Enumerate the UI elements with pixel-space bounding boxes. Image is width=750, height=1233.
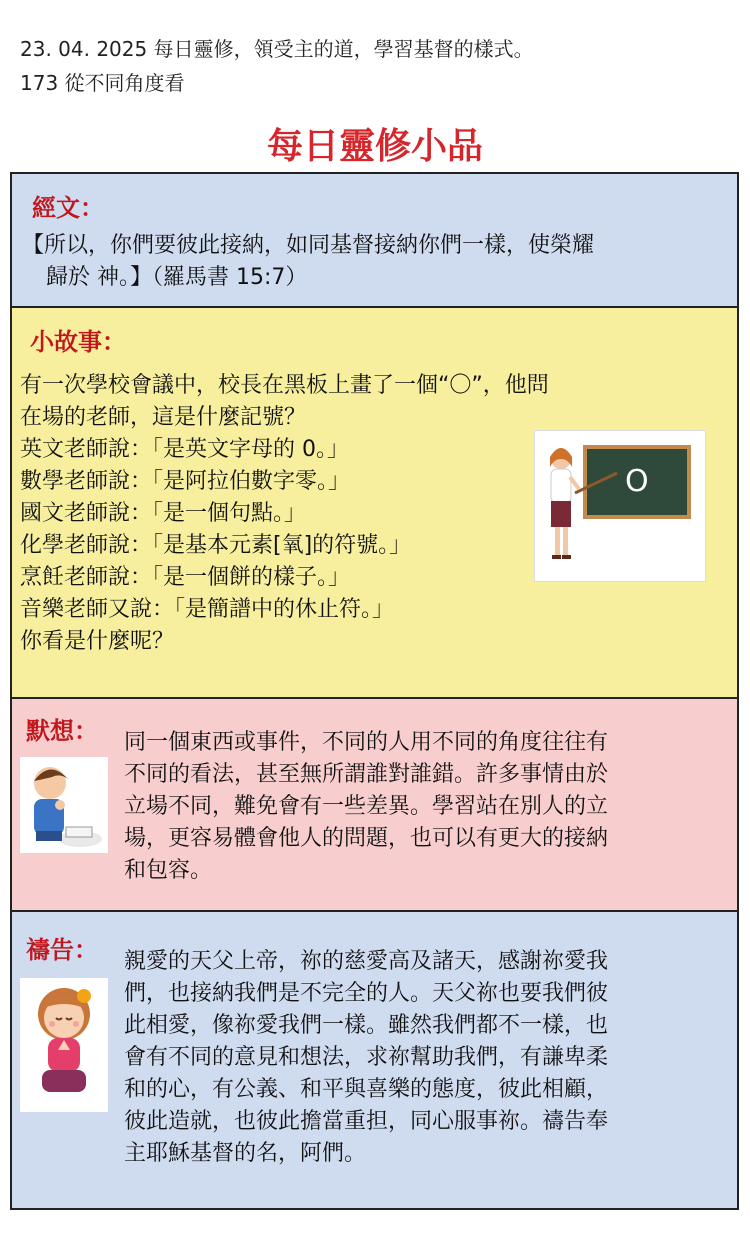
story-line: 數學老師說：「是阿拉伯數字零。」 [20, 469, 351, 494]
prayer-line: 會有不同的意見和想法，求祢幫助我們，有謙卑柔 [124, 1045, 609, 1070]
meditation-line: 場，更容易體會他人的問題，也可以有更大的接納 [124, 826, 609, 851]
header [20, 32, 534, 100]
story-line: 化學老師說：「是基本元素[氧]的符號。」 [20, 533, 412, 558]
story-line: 音樂老師又說：「是簡譜中的休止符。」 [20, 597, 395, 622]
prayer-line: 親愛的天父上帝，祢的慈愛高及諸天，感謝祢愛我 [124, 949, 609, 974]
praying-child-icon [20, 757, 108, 853]
scripture-section [10, 172, 739, 308]
story-line: 有一次學校會議中，校長在黑板上畫了一個“〇”，他問 [20, 373, 549, 398]
prayer-line: 們，也接納我們是不完全的人。天父祢也要我們彼 [124, 981, 609, 1006]
story-line: 英文老師說：「是英文字母的 0。」 [20, 437, 349, 462]
meditation-section [10, 697, 739, 912]
scripture-line: 歸於 神。】（羅馬書 15:7） [46, 265, 308, 290]
prayer-section [10, 910, 739, 1210]
praying-girl-icon [20, 978, 108, 1112]
topic-line: 173 從不同角度看 [20, 71, 185, 95]
prayer-text [124, 946, 734, 1170]
meditation-line: 和包容。 [124, 858, 213, 883]
meditation-line: 不同的看法，甚至無所謂誰對誰錯。許多事情由於 [124, 762, 609, 787]
story-label: 小故事： [30, 328, 126, 356]
teacher-illustration [534, 430, 706, 582]
page-title: 每日靈修小品 [266, 126, 483, 167]
story-line: 你看是什麼呢？ [20, 629, 175, 654]
scripture-label: 經文： [32, 194, 104, 222]
scripture-text [22, 230, 732, 294]
prayer-line: 主耶穌基督的名，阿們。 [124, 1141, 367, 1166]
story-line: 烹飪老師說：「是一個餅的樣子。」 [20, 565, 351, 590]
meditation-line: 立場不同，難免會有一些差異。學習站在別人的立 [124, 794, 609, 819]
date-line: 23. 04. 2025 每日靈修，領受主的道，學習基督的樣式。 [20, 37, 534, 61]
praying-child-illustration [20, 757, 108, 853]
prayer-line: 彼此造就，也彼此擔當重担，同心服事祢。禱告奉 [124, 1109, 609, 1134]
scripture-line: 【所以，你們要彼此接納，如同基督接納你們一樣，使榮耀 [22, 233, 595, 258]
meditation-line: 同一個東西或事件，不同的人用不同的角度往往有 [124, 730, 609, 755]
meditation-text [124, 727, 734, 887]
prayer-line: 此相愛，像祢愛我們一樣。雖然我們都不一樣，也 [124, 1013, 609, 1038]
prayer-line: 和的心，有公義、和平與喜樂的態度，彼此相顧， [124, 1077, 609, 1102]
story-line: 國文老師說：「是一個句點。」 [20, 501, 307, 526]
praying-girl-illustration [20, 978, 108, 1112]
prayer-label: 禱告： [26, 936, 98, 964]
board-letter: O [625, 464, 649, 499]
teacher-blackboard-icon [535, 431, 707, 583]
meditation-label: 默想： [26, 717, 98, 745]
story-line: 在場的老師，這是什麼記號？ [20, 405, 307, 430]
